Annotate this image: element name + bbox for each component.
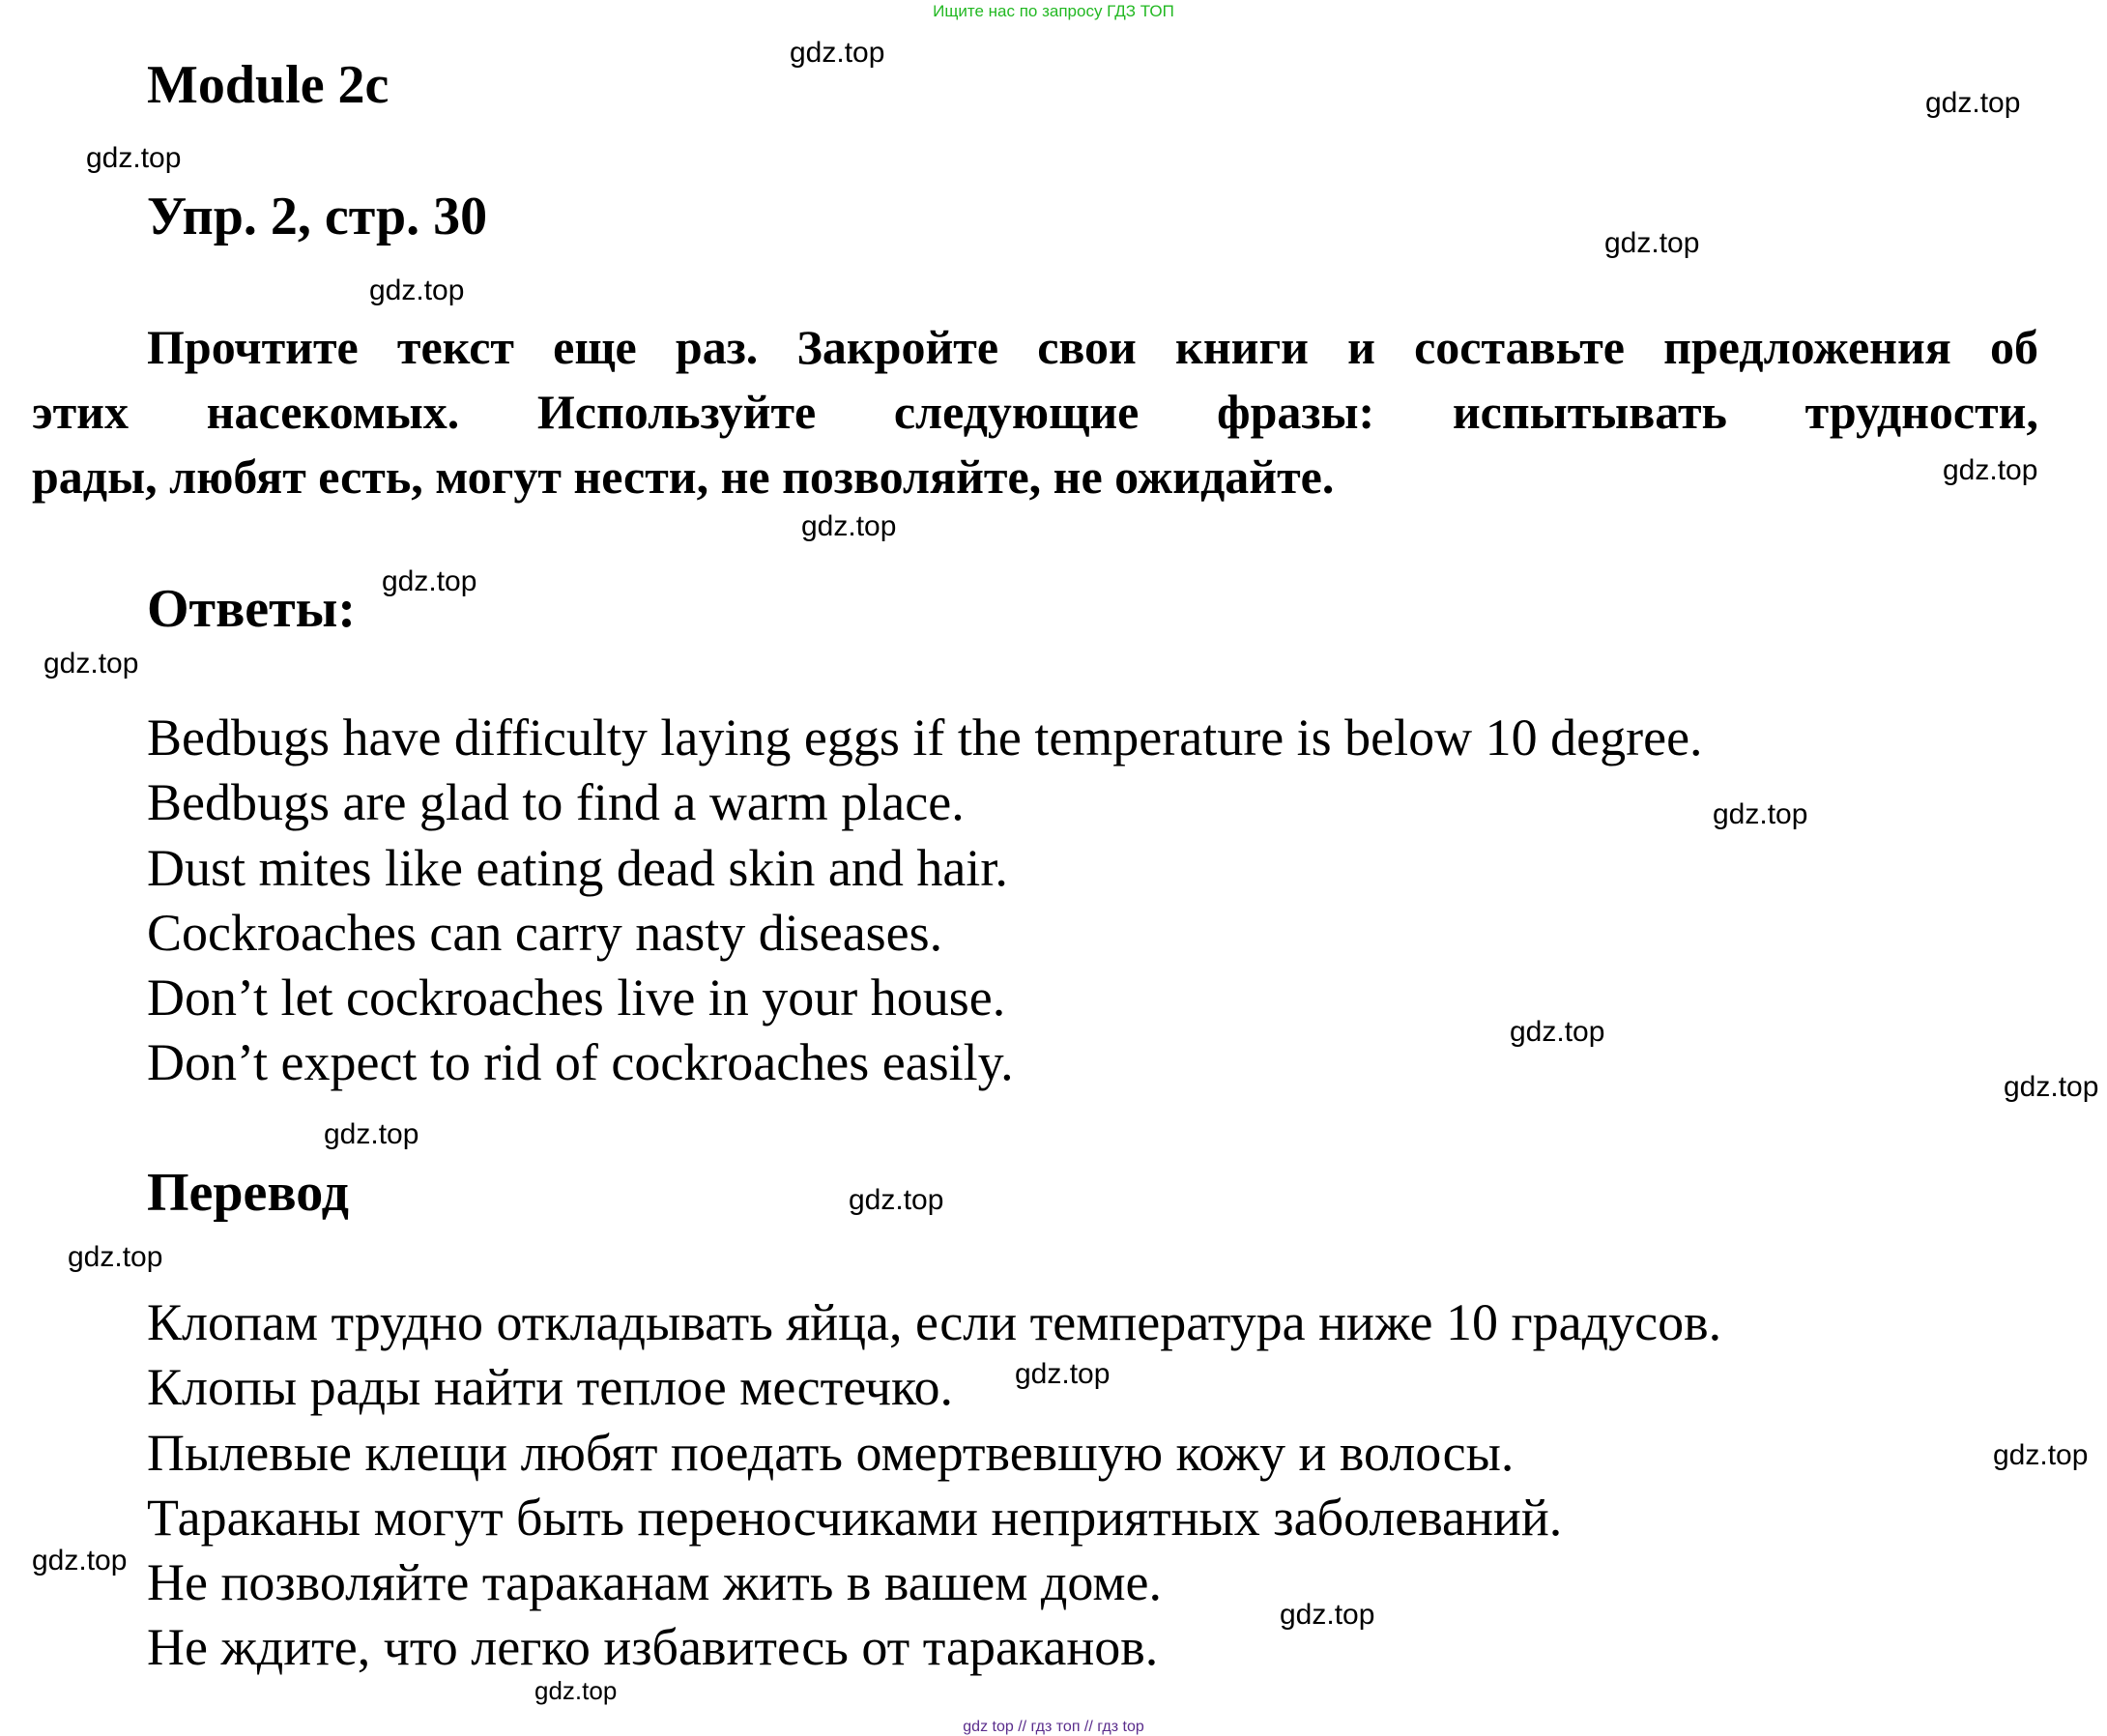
watermark: gdz.top xyxy=(534,1676,618,1705)
watermark: gdz.top xyxy=(790,37,885,69)
watermark: gdz.top xyxy=(382,565,477,597)
translation-line: Не позволяйте тараканам жить в вашем доме. xyxy=(147,1553,1162,1612)
watermark: gdz.top xyxy=(1015,1358,1111,1390)
watermark: gdz.top xyxy=(43,648,139,680)
module-title: Module 2c xyxy=(147,55,390,115)
top-banner: Ищите нас по запросу ГДЗ ТОП xyxy=(933,2,1174,20)
watermark: gdz.top xyxy=(32,1545,128,1577)
answer-line: Bedbugs are glad to find a warm place. xyxy=(147,773,965,832)
translation-heading: Перевод xyxy=(147,1163,349,1223)
watermark: gdz.top xyxy=(1280,1599,1375,1631)
watermark: gdz.top xyxy=(1925,87,2021,119)
footer-links: gdz top // гдз топ // гдз top xyxy=(963,1719,1144,1735)
answer-line: Dust mites like eating dead skin and hair. xyxy=(147,838,1008,897)
watermark: gdz.top xyxy=(849,1184,944,1216)
answer-line: Don’t expect to rid of cockroaches easily. xyxy=(147,1033,1014,1092)
watermark: gdz.top xyxy=(1993,1439,2089,1471)
answer-line: Don’t let cockroaches live in your house. xyxy=(147,969,1006,1027)
watermark: gdz.top xyxy=(324,1118,419,1150)
translation-line: Клопы рады найти теплое местечко. xyxy=(147,1358,953,1417)
answer-line: Cockroaches can carry nasty diseases. xyxy=(147,903,943,962)
task-line-1: Прочтите текст еще раз. Закройте свои книги и составьте предложения об xyxy=(147,320,2038,374)
watermark: gdz.top xyxy=(68,1241,163,1273)
watermark: gdz.top xyxy=(86,142,182,174)
task-line-3: рады, любят есть, могут нести, не позволяйте, не ожидайте. xyxy=(32,449,1335,504)
answer-line: Bedbugs have difficulty laying eggs if the temperature is below 10 degree. xyxy=(147,709,1703,767)
watermark: gdz.top xyxy=(1713,798,1808,830)
translation-line: Клопам трудно откладывать яйца, если температура ниже 10 градусов. xyxy=(147,1293,1722,1351)
task-line-2: этих насекомых. Используйте следующие фразы: испытывать трудности, xyxy=(32,385,2038,439)
watermark: gdz.top xyxy=(801,510,897,542)
watermark: gdz.top xyxy=(2004,1071,2099,1103)
translation-line: Не ждите, что легко избавитесь от тараканов. xyxy=(147,1618,1159,1677)
task-text xyxy=(32,315,2038,509)
translation-line: Пылевые клещи любят поедать омертвевшую кожу и волосы. xyxy=(147,1423,1515,1482)
watermark: gdz.top xyxy=(369,275,465,306)
answers-heading: Ответы: xyxy=(147,579,357,639)
watermark: gdz.top xyxy=(1604,227,1700,259)
translation-list xyxy=(147,1290,1721,1681)
translation-line: Тараканы могут быть переносчиками неприятных заболеваний. xyxy=(147,1488,1563,1547)
answers-list xyxy=(147,706,1703,1096)
watermark: gdz.top xyxy=(1943,454,2038,486)
exercise-title: Упр. 2, стр. 30 xyxy=(147,187,488,246)
watermark: gdz.top xyxy=(1510,1016,1605,1048)
